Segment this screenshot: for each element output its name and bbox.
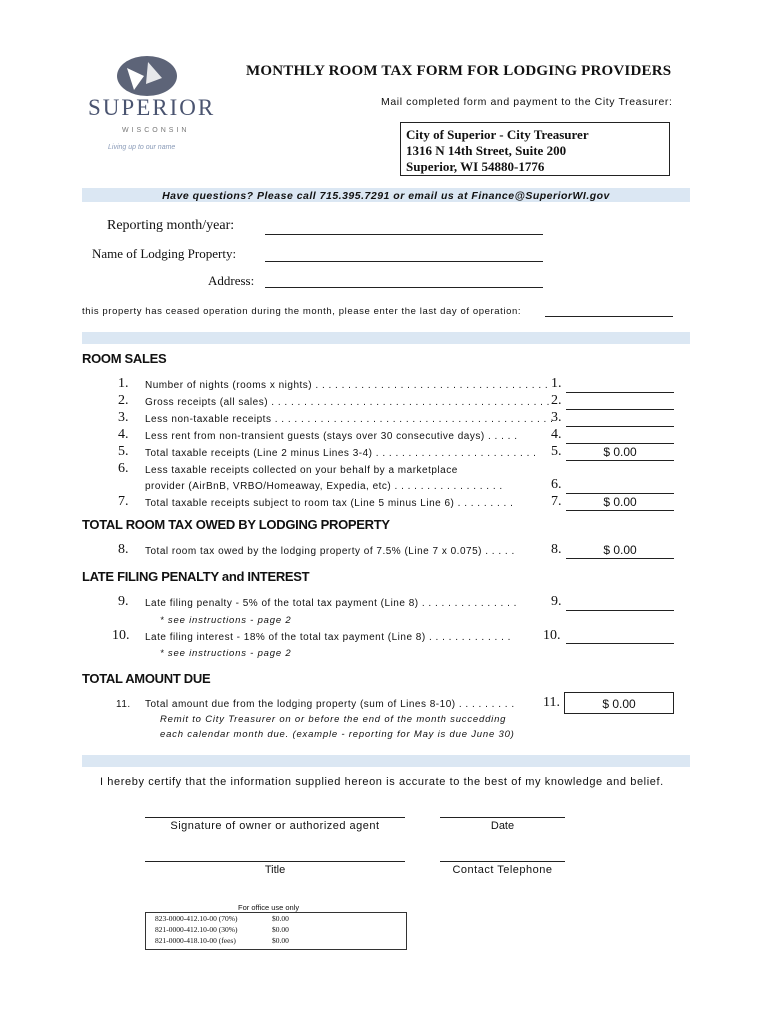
line-description-cont: provider (AirBnB, VRBO/Homeaway, Expedia, etc) . . . . . . . . . . . . . . . . . — [145, 481, 503, 492]
ceased-input[interactable] — [545, 316, 673, 317]
line-number: 10. — [112, 628, 130, 643]
line-2-input[interactable] — [566, 409, 674, 410]
room-sales-heading: ROOM SALES — [82, 351, 167, 366]
office-account: 821-0000-412.10-00 (30%) — [155, 925, 238, 934]
line-number: 9. — [118, 594, 129, 609]
office-account: 823-0000-412.10-00 (70%) — [155, 914, 238, 923]
line-description: Total taxable receipts (Line 2 minus Lines 3-4) . . . . . . . . . . . . . . . . . . . . . . . . . — [145, 448, 537, 459]
office-value: $0.00 — [272, 925, 289, 934]
date-input[interactable] — [440, 817, 565, 818]
line-10-input[interactable] — [566, 643, 674, 644]
logo-wordmark: SUPERIOR — [88, 95, 216, 120]
address-line-3: Superior, WI 54880-1776 — [406, 159, 545, 174]
late-filing-heading: LATE FILING PENALTY and INTEREST — [82, 569, 310, 584]
total-tax-heading: TOTAL ROOM TAX OWED BY LODGING PROPERTY — [82, 517, 390, 532]
office-use-label: For office use only — [238, 903, 300, 912]
address-line-1: City of Superior - City Treasurer — [406, 127, 589, 142]
line-ref: 5. — [551, 444, 562, 459]
line-number: 8. — [118, 542, 129, 557]
line-ref: 10. — [543, 628, 561, 643]
treasurer-address-box — [400, 122, 670, 176]
instructions-note: * see instructions - page 2 — [160, 648, 292, 659]
mail-instruction: Mail completed form and payment to the City Treasurer: — [381, 96, 673, 108]
line-number: 4. — [118, 427, 129, 442]
line-ref: 4. — [551, 427, 562, 442]
office-value: $0.00 — [272, 914, 289, 923]
total-due-heading: TOTAL AMOUNT DUE — [82, 671, 211, 686]
property-input[interactable] — [265, 261, 543, 262]
line-description: Total taxable receipts subject to room tax (Line 5 minus Line 6) . . . . . . . . . — [145, 498, 514, 509]
questions-text: Have questions? Please call 715.395.7291 or email us at Finance@SuperiorWI.gov — [162, 190, 610, 202]
logo-subtitle: WISCONSIN — [122, 127, 190, 134]
line-9-input[interactable] — [566, 610, 674, 611]
line-number: 11. — [116, 699, 131, 710]
signature-label: Signature of owner or authorized agent — [170, 820, 380, 832]
line-7-underline — [566, 510, 674, 511]
total-due-amount: $ 0.00 — [602, 697, 636, 711]
line-ref: 9. — [551, 594, 562, 609]
divider-band-2 — [82, 755, 690, 767]
line-description: Late filing interest - 18% of the total tax payment (Line 8) . . . . . . . . . . . . . — [145, 632, 511, 643]
instructions-note: * see instructions - page 2 — [160, 615, 292, 626]
line-number: 1. — [118, 376, 129, 391]
line-5-amount: $ 0.00 — [603, 445, 637, 459]
address-label: Address: — [208, 273, 255, 288]
line-ref: 1. — [551, 376, 562, 391]
signature-input[interactable] — [145, 817, 405, 818]
line-4-input[interactable] — [566, 443, 674, 444]
line-description: Total room tax owed by the lodging property of 7.5% (Line 7 x 0.075) . . . . . — [145, 546, 515, 557]
phone-input[interactable] — [440, 861, 565, 862]
divider-band-1 — [82, 332, 690, 344]
line-ref: 2. — [551, 393, 562, 408]
line-number: 3. — [118, 410, 129, 425]
form-title: MONTHLY ROOM TAX FORM FOR LODGING PROVIDERS — [246, 63, 672, 79]
line-ref: 3. — [551, 410, 562, 425]
line-5-underline — [566, 460, 674, 461]
date-label: Date — [490, 820, 515, 832]
line-6-input[interactable] — [566, 493, 674, 494]
line-description: Total amount due from the lodging property (sum of Lines 8-10) . . . . . . . . . — [145, 699, 515, 710]
line-ref: 7. — [551, 494, 562, 509]
line-8-underline — [566, 558, 674, 559]
line-8-amount: $ 0.00 — [603, 543, 637, 557]
reporting-input[interactable] — [265, 234, 543, 235]
office-value: $0.00 — [272, 936, 289, 945]
line-description: Number of nights (rooms x nights) . . . . . . . . . . . . . . . . . . . . . . . . . . . . . . . . . . . . — [145, 380, 549, 391]
logo-tagline: Living up to our name — [108, 144, 176, 151]
line-description: Gross receipts (all sales) . . . . . . . . . . . . . . . . . . . . . . . . . . . . . . . . . . . . . . . . . . . — [145, 397, 550, 408]
reporting-label: Reporting month/year: — [107, 218, 235, 233]
line-number: 7. — [118, 494, 129, 509]
certification-statement: I hereby certify that the information supplied hereon is accurate to the best of my knowledge and belief. — [100, 776, 664, 788]
line-1-input[interactable] — [566, 392, 674, 393]
line-description: Late filing penalty - 5% of the total tax payment (Line 8) . . . . . . . . . . . . . . . — [145, 598, 517, 609]
remit-note-1: Remit to City Treasurer on or before the end of the month succedding — [160, 714, 507, 725]
line-3-input[interactable] — [566, 426, 674, 427]
line-ref: 6. — [551, 477, 562, 492]
line-description: Less rent from non-transient guests (stays over 30 consecutive days) . . . . . — [145, 431, 518, 442]
line-number: 2. — [118, 393, 129, 408]
address-line-2: 1316 N 14th Street, Suite 200 — [406, 143, 567, 158]
line-ref: 8. — [551, 542, 562, 557]
line-number: 6. — [118, 461, 129, 476]
line-description: Less taxable receipts collected on your behalf by a marketplace — [145, 465, 458, 476]
remit-note-2: each calendar month due. (example - reporting for May is due June 30) — [160, 729, 515, 740]
phone-label: Contact Telephone — [452, 864, 553, 876]
office-account: 821-0000-418.10-00 (fees) — [155, 936, 236, 945]
property-label: Name of Lodging Property: — [92, 246, 237, 261]
title-label: Title — [264, 864, 286, 876]
address-input[interactable] — [265, 287, 543, 288]
line-number: 5. — [118, 444, 129, 459]
ceased-label: this property has ceased operation during the month, please enter the last day of operation: — [82, 306, 522, 317]
title-input[interactable] — [145, 861, 405, 862]
line-ref: 11. — [543, 695, 560, 710]
line-description: Less non-taxable receipts . . . . . . . . . . . . . . . . . . . . . . . . . . . . . . . . . . . . . . . . . . . — [145, 414, 554, 425]
line-7-amount: $ 0.00 — [603, 495, 637, 509]
